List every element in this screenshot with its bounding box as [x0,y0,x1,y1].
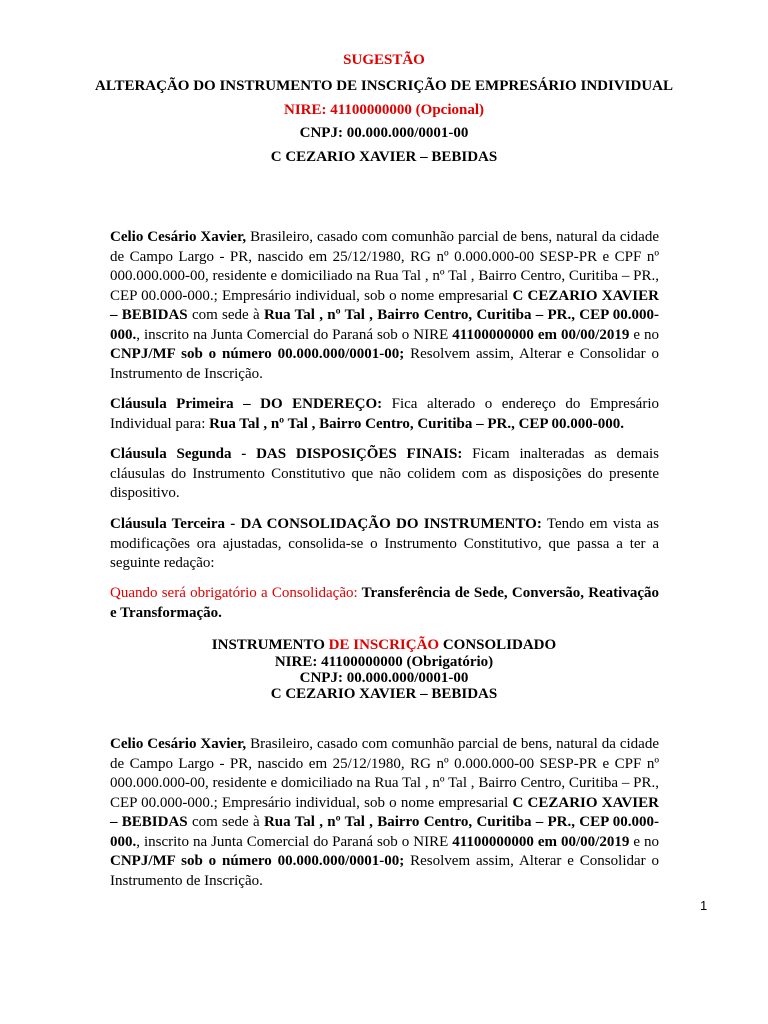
consolidated-cnpj: CNPJ: 00.000.000/0001-00 [299,670,469,686]
intro-paragraph: Celio Cesário Xavier, Brasileiro, casado com comunhão parcial de bens, natural da cidade de Campo Largo - PR, nascido em 25/12/1980, RG nº 0.000.000-00 SESP-PR e CPF nº 000.000.000-00, residente e domiciliado na Rua Tal , nº Tal , Bairro Centro, Curitiba – PR., CEP 00.000-000.; Empresário individual, sob o nome empresarial C CEZARIO XAVIER – BEBIDAS com sede à Rua Tal , nº Tal , Bairro Centro, Curitiba – PR., CEP 00.000-000., inscrito na Junta Comercial do Paraná sob o NIRE 41100000000 em 00/00/2019 e no CNPJ/MF sob o número 00.000.000/0001-00; Resolvem assim, Alterar e Consolidar o Instrumento de Inscrição. [110,229,660,382]
company-name: C CEZARIO XAVIER – BEBIDAS [270,149,498,165]
page-number: 1 [700,898,708,913]
nire-line: NIRE: 41100000000 (Opcional) [283,102,484,118]
document-title: ALTERAÇÃO DO INSTRUMENTO DE INSCRIÇÃO DE EMPRESÁRIO INDIVIDUAL [94,78,673,94]
consolidated-intro-paragraph: Celio Cesário Xavier, Brasileiro, casado com comunhão parcial de bens, natural da cidade de Campo Largo - PR, nascido em 25/12/1980, RG nº 0.000.000-00 SESP-PR e CPF nº 000.000.000-00, residente e domiciliado na Rua Tal , nº Tal , Bairro Centro, Curitiba – PR., CEP 00.000-000.; Empresário individual, sob o nome empresarial C CEZARIO XAVIER – BEBIDAS com sede à Rua Tal , nº Tal , Bairro Centro, Curitiba – PR., CEP 00.000-000., inscrito na Junta Comercial do Paraná sob o NIRE 41100000000 em 00/00/2019 e no CNPJ/MF sob o número 00.000.000/0001-00; Resolvem assim, Alterar e Consolidar o Instrumento de Inscrição. [110,736,660,889]
clause-second-label: Cláusula Segunda - DAS DISPOSIÇÕES FINAIS: [110,446,463,462]
owner-name-2: Celio Cesário Xavier, [110,736,247,752]
suggestion-heading: SUGESTÃO [343,52,425,68]
clause-first-label: Cláusula Primeira – DO ENDEREÇO: [110,396,383,412]
clause-third: Cláusula Terceira - DA CONSOLIDAÇÃO DO INSTRUMENTO: Tendo em vista as modificações ora ajustadas, consolida-se o Instrumento Constitutivo, que passa a ter a seguinte redação: [110,516,660,571]
consolidation-note: Quando será obrigatório a Consolidação: Transferência de Sede, Conversão, Reativação e Transformação. [110,585,659,621]
consolidation-note-label: Quando será obrigatório a Consolidação: [110,585,358,601]
consolidated-company: C CEZARIO XAVIER – BEBIDAS [270,686,498,702]
clause-second: Cláusula Segunda - DAS DISPOSIÇÕES FINAIS: Ficam inalteradas as demais cláusulas do Instrumento Constitutivo que não colidem com as disposições do presente dispositivo. [110,446,659,501]
owner-name: Celio Cesário Xavier, [110,229,247,245]
clause-first: Cláusula Primeira – DO ENDEREÇO: Fica alterado o endereço do Empresário Individual para: Rua Tal , nº Tal , Bairro Centro, Curitiba – PR., CEP 00.000-000. [110,396,659,432]
consolidated-nire: NIRE: 41100000000 (Obrigatório) [274,654,494,670]
consolidated-title: INSTRUMENTO DE INSCRIÇÃO CONSOLIDADO [211,637,557,653]
clause-third-label: Cláusula Terceira - DA CONSOLIDAÇÃO DO INSTRUMENTO: [110,516,542,532]
cnpj-line: CNPJ: 00.000.000/0001-00 [299,125,469,141]
